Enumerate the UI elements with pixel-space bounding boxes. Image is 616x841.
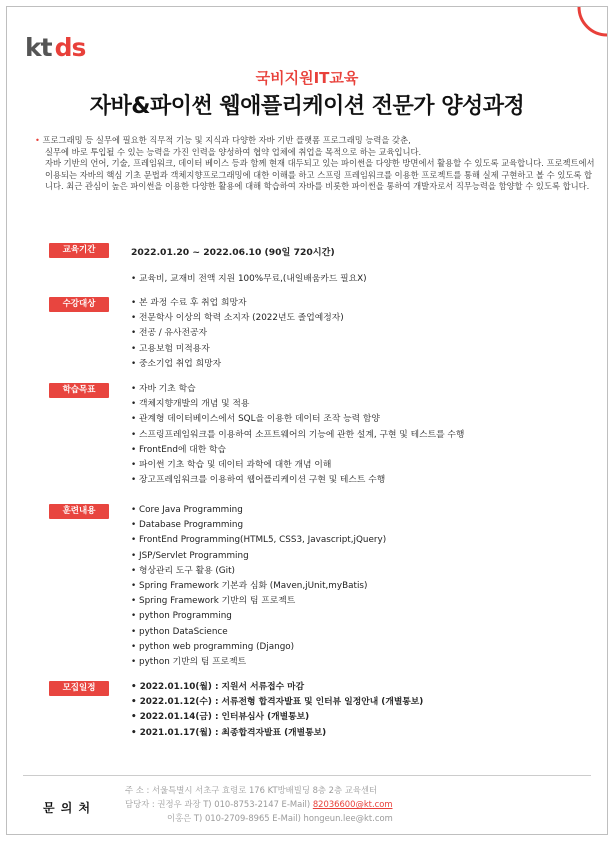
list-item: • Database Programming: [131, 518, 386, 533]
goals-list: [131, 382, 464, 488]
period-note-text: 교육비, 교재비 전액 지원 100%무료,(내일배움카드 필요X): [139, 274, 367, 284]
list-item: • FrontEnd에 대한 학습: [131, 443, 464, 458]
badge-training: 훈련내용: [49, 504, 109, 519]
list-item: • 본 과정 수료 후 취업 희망자: [131, 296, 344, 311]
page-subtitle: 국비지원IT교육: [255, 69, 359, 87]
list-item: • python web programming (Django): [131, 640, 386, 655]
list-item: • 파이썬 기초 학습 및 데이터 과학에 대한 개념 이해: [131, 458, 464, 473]
list-item: • JSP/Servlet Programming: [131, 549, 386, 564]
contact-label: 문 의 처: [43, 801, 92, 815]
contact-manager-1-text: 담당자 : 권정우 과장 T) 010-8753-2147 E-Mail): [125, 799, 311, 809]
contact-manager-2: 이홍은 T) 010-2709-8965 E-Mail) hongeun.lee@kt.com: [167, 813, 393, 823]
intro-line-1: 프로그래밍 등 실무에 필요한 직무적 기능 및 지식과 다양한 자바 기반 플랫폼 프로그래밍 능력을 갖춘,: [42, 135, 411, 145]
contact-address: 주 소 : 서울특별시 서초구 효령로 176 KT방배빌딩 8층 2층 교육센터: [125, 785, 378, 795]
list-item: • 전공 / 유사전공자: [131, 326, 344, 341]
list-item: • 2022.01.14(금) : 인터뷰심사 (개별통보): [131, 710, 423, 725]
list-item: • 장고프레임워크를 이용하여 웹어플리케이션 구현 및 테스트 수행: [131, 473, 464, 488]
logo-ds: ds: [54, 33, 86, 62]
target-list: [131, 296, 344, 372]
list-item: • 고용보험 미적용자: [131, 342, 344, 357]
list-item: • 자바 기초 학습: [131, 382, 464, 397]
contact-info: [125, 783, 393, 825]
list-item: • Core Java Programming: [131, 503, 386, 518]
badge-schedule: 모집일정: [49, 681, 109, 696]
contact-manager-1: [125, 797, 393, 811]
training-list: [131, 503, 386, 670]
brochure-page: [6, 6, 608, 835]
badge-goals: 학습목표: [49, 383, 109, 398]
list-item: • python 기반의 팀 프로젝트: [131, 655, 386, 670]
logo-kt: kt: [25, 33, 52, 62]
list-item: • 스프링프레임워크를 이용하여 소프트웨어의 기능에 관한 설계, 구현 및 테스트를 수행: [131, 428, 464, 443]
list-item: • 관계형 데이터베이스에서 SQL을 이용한 데이터 조작 능력 함양: [131, 412, 464, 427]
list-item: • python DataScience: [131, 625, 386, 640]
ktds-logo: [25, 33, 85, 62]
list-item: • FrontEnd Programming(HTML5, CSS3, Javascript,jQuery): [131, 533, 386, 548]
intro-bullet-icon: •: [35, 135, 40, 145]
badge-target: 수강대상: [49, 297, 109, 312]
list-item: • 2022.01.10(월) : 지원서 서류접수 마감: [131, 680, 423, 695]
period-value: 2022.01.20 ~ 2022.06.10 (90일 720시간): [131, 247, 335, 258]
list-item: • python Programming: [131, 609, 386, 624]
schedule-list: [131, 680, 423, 741]
list-item: • 형상관리 도구 활용 (Git): [131, 564, 386, 579]
contact-divider: [23, 775, 591, 776]
list-item: • 2022.01.12(수) : 서류전형 합격자발표 및 인터뷰 일정안내 (개별통보): [131, 695, 423, 710]
page-title: 자바&파이썬 웹애플리케이션 전문가 양성과정: [89, 94, 525, 119]
list-item: • 2021.01.17(월) : 최종합격자발표 (개별통보): [131, 726, 423, 741]
intro-line-2: 실무에 바로 투입될 수 있는 능력을 가진 인력을 양성하여 협약 업체에 취업을 목적으로 하는 교육입니다.: [45, 146, 422, 157]
list-item: • 중소기업 취업 희망자: [131, 357, 344, 372]
list-item: • Spring Framework 기본과 심화 (Maven,jUnit,myBatis): [131, 579, 386, 594]
list-item: • 전문학사 이상의 학력 소지자 (2022년도 졸업예정자): [131, 311, 344, 326]
contact-email-link[interactable]: 82036600@kt.com: [312, 799, 393, 809]
corner-arc-decoration: [567, 7, 607, 47]
intro-text: [35, 135, 595, 193]
intro-paragraph-3: 자바 기반의 언어, 기술, 프레임워크, 데이터 베이스 등과 함께 현재 대두되고 있는 파이썬을 다양한 방면에서 활용할 수 있도록 교육합니다. 프로젝트에서 이용되는 자바의 핵심 기초 문법과 객체지향프로그래밍에 대한 이해를 하고 스프링 프레임워크를 이용한 프로젝트를 통해 실제 구현하고 볼 수 있도록 합니다. 최근 관심이 높은 파이썬을 이용한 다양한 활용에 대해 학습하여 자바를 비롯한 파이썬을 통하여 개발자로서 직무능력을 함양할 수 있도록 합니다.: [45, 158, 595, 192]
period-note: • 교육비, 교재비 전액 지원 100%무료,(내일배움카드 필요X): [131, 274, 367, 284]
list-item: • Spring Framework 기반의 팀 프로젝트: [131, 594, 386, 609]
badge-period: 교육기간: [49, 243, 109, 258]
list-item: • 객체지향개발의 개념 및 적용: [131, 397, 464, 412]
